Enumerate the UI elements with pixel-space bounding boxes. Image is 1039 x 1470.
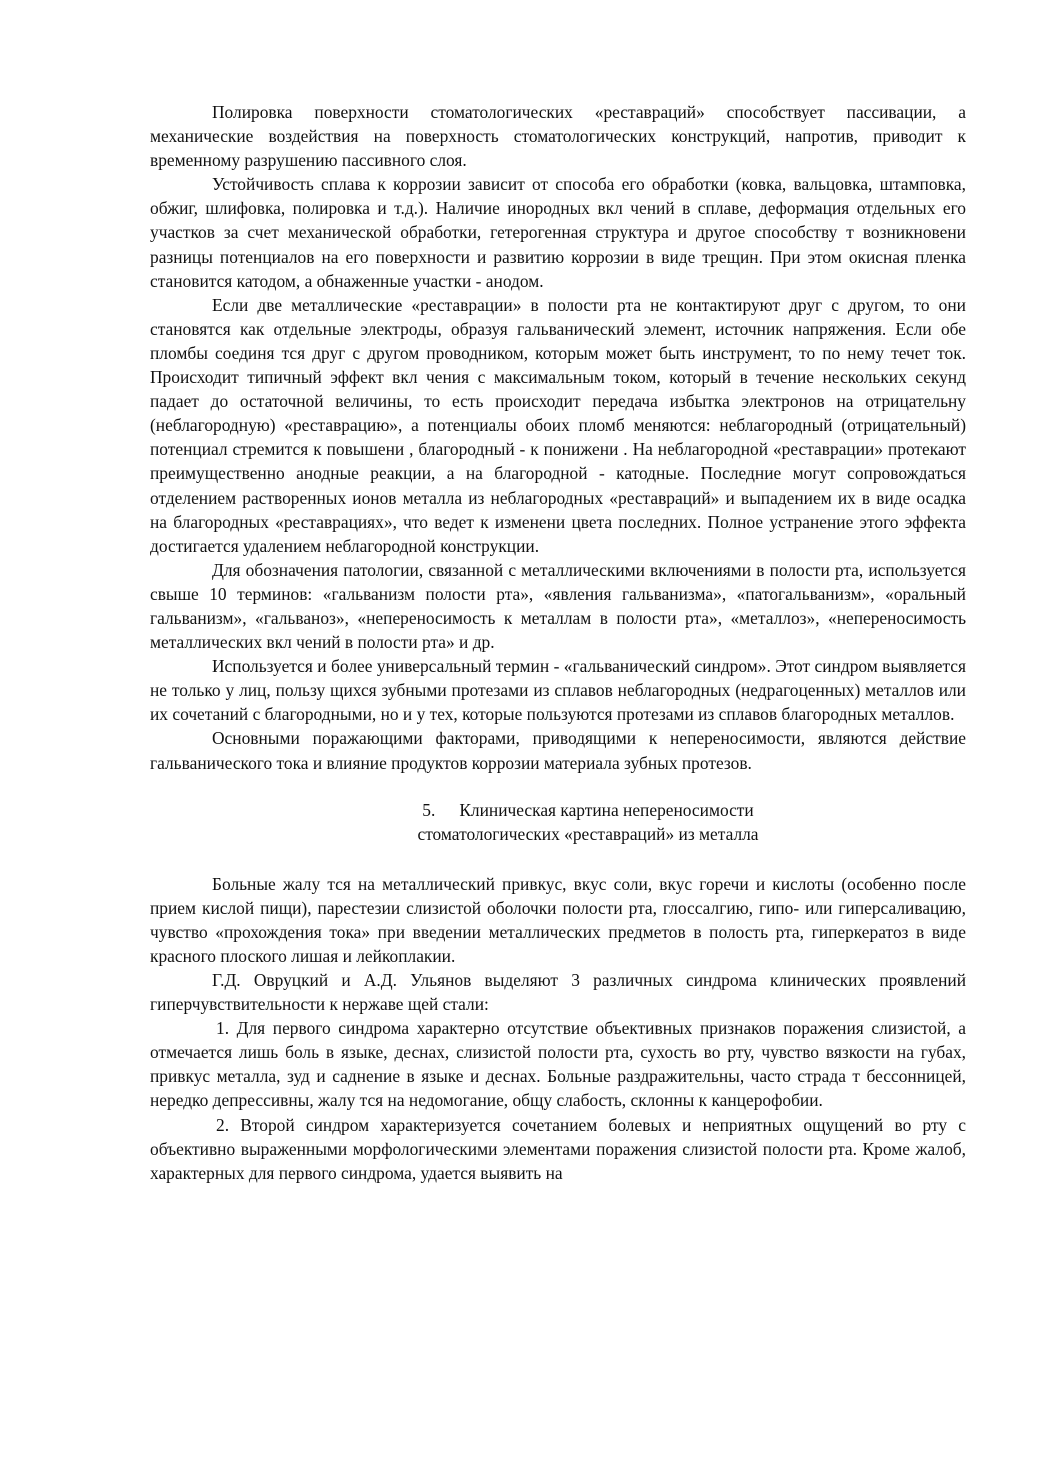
section-title-line1: Клиническая картина непереносимости <box>459 799 754 820</box>
paragraph: Для обозначения патологии, связанной с металлическими включениями в полости рта, используется свыше 10 терминов: «гальванизм полости рта», «явления гальванизма», «патогальванизм», «оральный гальванизм», «гальваноз», «непереносимость к металлам в полости рта», «металлоз», «непереносимость металлических вкл чений в полости рта» и др. <box>150 559 966 653</box>
paragraph: Устойчивость сплава к коррозии зависит от способа его обработки (ковка, вальцовка, штамповка, обжиг, шлифовка, полировка и т.д.). Наличие инородных вкл чений в сплаве, деформация отдельных его участков за счет механической обработки, гетерогенная структура и другое способству т возникновени разницы потенциалов на его поверхности и развитию коррозии в виде трещин. При этом окисная пленка становится катодом, а обнаженные участки - анодом. <box>150 174 966 291</box>
paragraph: Больные жалу тся на металлический привкус, вкус соли, вкус горечи и кислоты (особенно после прием кислой пищи), парестезии слизистой оболочки полости рта, глоссалгию, гипо- или гиперсаливацию, чувство «прохождения тока» при введении металлических предметов в полость рта, гиперкератоз в виде красного плоского лишая и лейкоплакии. <box>150 873 966 966</box>
list-item: 1. Для первого синдрома характерно отсутствие объективных признаков поражения слизистой, а отмечается лишь боль в языке, деснах, слизистой полости рта, сухость во рту, чувство вязкости на губах, привкус металла, зуд и саднение в языке и деснах. Больные раздражительны, часто страда т бессонницей, нередко депрессивны, жалу тся на недомогание, общу слабость, склонны к канцерофобии. <box>150 1018 966 1111</box>
list-item: 2. Второй синдром характеризуется сочетанием болевых и неприятных ощущений во рту с объективно выраженными морфологическими элементами поражения слизистой полости рта. Кроме жалоб, характерных для первого синдрома, удается выявить на <box>150 1114 966 1183</box>
paragraph: Основными поражающими факторами, приводящими к непереносимости, являются действие гальванического тока и влияние продуктов коррозии материала зубных протезов. <box>150 728 966 773</box>
section-heading <box>150 798 966 846</box>
paragraph: Если две металлические «реставрации» в полости рта не контактируют друг с другом, то они становятся как отдельные электроды, образуя гальванический элемент, источник напряжения. Если обе пломбы соединя тся друг с другом проводником, которым может быть инструмент, то по нему течет ток. Происходит типичный эффект вкл чения с максимальным током, который в течение нескольких секунд падает до остаточной величины, то есть происходит передача избытка электронов на отрицательну (неблагородную) «реставрацию», а потенциалы обоих пломб меняются: неблагородный (отрицательный) потенциал стремится к повышени , благородный - к понижени . На неблагородной «реставрации» протекают преимущественно анодные реакции, а на благородной - катодные. Последние могут сопровождаться отделением растворенных ионов металла из неблагородных «реставраций» и выпадением их в виде осадка на благородных «реставрациях», что ведет к изменени цвета последних. Полное устранение этого эффекта достигается удалением неблагородной конструкции. <box>150 294 966 556</box>
paragraph: Полировка поверхности стоматологических «реставраций» способствует пассивации, а механические воздействия на поверхность стоматологических конструкций, напротив, приводит к временному разрушению пассивного слоя. <box>150 102 966 171</box>
paragraph: Используется и более универсальный термин - «гальванический синдром». Этот синдром выявляется не только у лиц, пользу щихся зубными протезами из сплавов неблагородных (недрагоценных) металлов или их сочетаний с благородными, но и у тех, которые пользуются протезами из сплавов благородных металлов. <box>150 656 966 725</box>
section-number: 5. <box>422 799 436 820</box>
section-heading-line1 <box>210 798 966 822</box>
section-title-line2: стоматологических «реставраций» из металла <box>417 823 759 844</box>
paragraph: Г.Д. Овруцкий и А.Д. Ульянов выделяют 3 различных синдрома клинических проявлений гиперчувствительности к нержаве щей стали: <box>150 970 966 1015</box>
document-page <box>150 100 966 1185</box>
